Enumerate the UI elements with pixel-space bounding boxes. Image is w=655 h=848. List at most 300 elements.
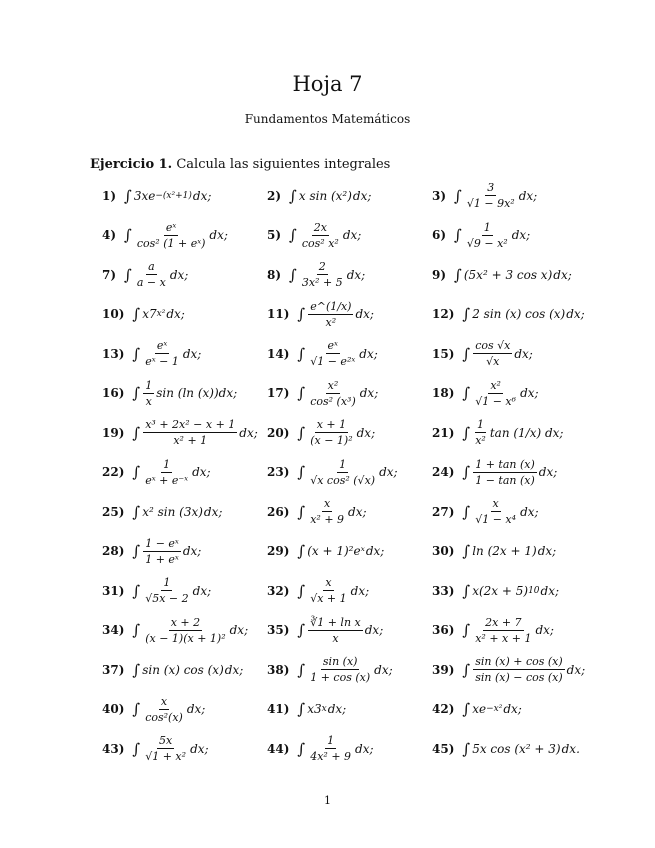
differential: dx; — [518, 188, 538, 203]
page-title: Hoja 7 — [292, 72, 363, 96]
integral-item — [102, 418, 267, 447]
fraction — [473, 339, 512, 368]
integral-sign: ∫ — [462, 502, 471, 521]
fraction — [143, 379, 154, 408]
differential: dx; — [535, 623, 554, 638]
integral-item — [267, 379, 432, 408]
differential: dx; — [514, 346, 533, 361]
integral-sign: ∫ — [124, 226, 132, 245]
integrand — [472, 544, 556, 558]
item-number: 14) — [267, 346, 290, 361]
fraction-denominator: √x — [486, 355, 500, 369]
differential: dx; — [327, 702, 347, 717]
integral-sign: ∫ — [132, 305, 141, 324]
fraction-numerator: 1 + tan (x) — [475, 457, 535, 471]
integrand-text: x² sin (3x) — [142, 504, 203, 519]
integral-item — [432, 542, 597, 560]
fraction-numerator: 1 — [339, 457, 347, 471]
integrand-text: x sin (x²) — [298, 188, 352, 203]
integrand — [472, 655, 585, 684]
integral-item — [432, 379, 597, 408]
integral-sign: ∫ — [454, 226, 462, 245]
fraction-denominator: √1 − e²ˣ — [310, 355, 356, 369]
integrand — [464, 268, 572, 282]
integral-row — [102, 571, 602, 611]
fraction-numerator: x — [324, 497, 331, 511]
fraction-numerator: x — [325, 576, 332, 590]
integral-sign: ∫ — [462, 621, 471, 640]
fraction-denominator: x² + 1 — [173, 434, 208, 448]
exercise-heading — [90, 157, 390, 172]
item-number: 17) — [267, 386, 290, 401]
fraction — [308, 655, 372, 684]
integral-item — [102, 260, 267, 289]
integral-sign: ∫ — [462, 739, 471, 758]
integral-item — [267, 655, 432, 684]
integral-sign: ∫ — [297, 660, 306, 679]
integral-item — [102, 661, 267, 679]
fraction-numerator: 1 — [477, 418, 485, 432]
item-number: 45) — [432, 741, 455, 756]
item-number: 19) — [102, 425, 125, 440]
integrand — [472, 742, 580, 756]
differential: dx; — [364, 623, 384, 638]
integral-sign: ∫ — [462, 463, 471, 482]
fraction-numerator: 5x — [159, 734, 173, 748]
integral-sign: ∫ — [289, 265, 297, 284]
fraction — [300, 221, 341, 250]
integrand — [307, 576, 369, 605]
item-number: 18) — [432, 386, 455, 401]
fraction-numerator: x — [160, 694, 168, 708]
integral-sign: ∫ — [132, 660, 141, 679]
integral-sign: ∫ — [297, 384, 306, 403]
integrand — [142, 458, 210, 487]
differential: dx; — [379, 465, 398, 480]
integrand-text: x3 — [307, 702, 322, 717]
fraction-denominator: 1 + eˣ — [145, 552, 179, 566]
integral-row — [102, 729, 602, 769]
fraction-denominator: 1 + cos (x) — [310, 671, 371, 685]
integral-item — [102, 503, 267, 521]
integral-sign: ∫ — [297, 502, 306, 521]
integral-item — [102, 339, 267, 368]
fraction-denominator: √1 + x² — [145, 750, 187, 764]
item-number: 5) — [267, 228, 282, 243]
differential: dx; — [192, 583, 212, 598]
differential: dx; — [356, 425, 376, 440]
integrand-text: (5x² + 3 cos x) — [463, 267, 553, 282]
fraction — [308, 418, 354, 447]
item-number: 13) — [102, 346, 125, 361]
integrand-exponent: 10 — [528, 585, 540, 596]
differential: dx; — [538, 465, 558, 480]
fraction-numerator: cos √x — [475, 339, 511, 353]
integrand — [472, 584, 559, 598]
integral-item — [432, 700, 597, 718]
integrand — [307, 702, 346, 716]
item-number: 11) — [267, 307, 290, 322]
fraction — [308, 300, 353, 329]
integrand — [307, 616, 383, 645]
fraction-numerator: 2 — [318, 260, 326, 274]
integrand — [307, 379, 378, 408]
integrand — [142, 663, 243, 677]
item-number: 7) — [102, 267, 117, 282]
integrand — [472, 379, 538, 408]
differential: dx; — [190, 741, 209, 756]
fraction — [143, 418, 237, 447]
integral-item — [102, 187, 267, 205]
fraction-denominator: √1 − x⁶ — [475, 394, 517, 408]
fraction — [308, 576, 348, 605]
fraction — [473, 418, 488, 447]
item-number: 8) — [267, 267, 282, 282]
integrand-exponent: x² — [156, 309, 166, 320]
item-number: 9) — [432, 267, 447, 282]
integrand — [134, 221, 228, 250]
integral-item — [267, 221, 432, 250]
integral-item — [432, 305, 597, 323]
integrand — [142, 505, 222, 519]
integral-item — [102, 576, 267, 605]
differential: dx; — [566, 662, 586, 677]
integrand — [307, 734, 373, 763]
fraction — [473, 379, 518, 408]
fraction-denominator: x² + x + 1 — [475, 631, 532, 645]
differential: dx; — [203, 504, 223, 519]
fraction — [308, 497, 346, 526]
fraction-denominator: (x − 1)(x + 1)² — [145, 631, 226, 645]
integral-sign: ∫ — [297, 423, 306, 442]
fraction-numerator: 1 − eˣ — [145, 536, 179, 550]
integral-sign: ∫ — [297, 700, 306, 719]
integral-item — [267, 187, 432, 205]
integrand-exponent: −x² — [486, 704, 503, 715]
fraction-denominator: x² — [325, 315, 337, 329]
integral-item — [267, 497, 432, 526]
integrand — [307, 458, 397, 487]
differential: dx; — [166, 307, 185, 322]
integral-row — [102, 611, 602, 651]
fraction — [308, 616, 363, 645]
fraction-numerator: eˣ — [156, 339, 168, 353]
fraction-numerator: 1 — [483, 220, 491, 234]
exercise-text: Calcula las siguientes integrales — [176, 157, 391, 172]
integral-row — [102, 216, 602, 256]
integral-item — [432, 418, 597, 447]
page-number: 1 — [324, 794, 331, 807]
differential: dx; — [355, 307, 374, 322]
fraction-denominator: √x cos² (√x) — [310, 473, 376, 487]
integrand — [307, 339, 378, 368]
integral-sign: ∫ — [462, 542, 471, 561]
integral-sign: ∫ — [462, 581, 471, 600]
fraction — [143, 734, 188, 763]
integral-row — [102, 413, 602, 453]
integral-row — [102, 334, 602, 374]
fraction-denominator: cos² (x³) — [310, 394, 356, 408]
differential: dx; — [342, 228, 362, 243]
integral-sign: ∫ — [454, 265, 462, 284]
integral-item — [102, 734, 267, 763]
integral-item — [102, 221, 267, 250]
integrand — [134, 260, 188, 289]
item-number: 10) — [102, 307, 125, 322]
integral-sign: ∫ — [132, 502, 141, 521]
item-number: 29) — [267, 544, 290, 559]
integrand — [142, 576, 211, 605]
integrand — [142, 379, 237, 408]
item-number: 4) — [102, 228, 117, 243]
differential: dx; — [352, 188, 372, 203]
integral-row — [102, 176, 602, 216]
integral-item — [267, 458, 432, 487]
integrand — [142, 734, 208, 763]
integral-item — [432, 582, 597, 600]
integrand-text: x7 — [142, 307, 157, 322]
item-number: 38) — [267, 662, 290, 677]
integral-item — [102, 537, 267, 566]
fraction — [135, 260, 168, 289]
fraction — [300, 260, 345, 289]
fraction-numerator: x² — [327, 378, 339, 392]
differential: dx; — [355, 741, 374, 756]
fraction — [143, 458, 190, 487]
fraction-denominator: 1 − tan (x) — [475, 473, 535, 487]
fraction — [473, 655, 564, 684]
item-number: 32) — [267, 583, 290, 598]
fraction — [308, 379, 358, 408]
integral-item — [267, 734, 432, 763]
fraction-numerator: 2x — [313, 220, 327, 234]
differential: dx; — [229, 623, 249, 638]
fraction-denominator: (x − 1)² — [310, 434, 353, 448]
integrand-exponent: x — [321, 704, 327, 715]
item-number: 30) — [432, 544, 455, 559]
integral-sign: ∫ — [124, 265, 132, 284]
integrand — [142, 307, 185, 321]
item-number: 37) — [102, 662, 125, 677]
integrand — [464, 221, 530, 250]
integral-sign: ∫ — [297, 581, 306, 600]
integrand-text: 2 sin (x) cos (x) — [472, 307, 566, 322]
integrand-text: x(2x + 5) — [472, 583, 529, 598]
item-number: 24) — [432, 465, 455, 480]
integral-row — [102, 374, 602, 414]
integrand — [299, 189, 372, 203]
differential: dx. — [561, 741, 580, 756]
differential: dx; — [348, 504, 367, 519]
integral-item — [267, 300, 432, 329]
fraction-denominator: 3x² + 5 — [301, 276, 343, 290]
differential: dx; — [365, 544, 385, 559]
fraction-denominator: cos² x² — [301, 236, 339, 250]
fraction-numerator: ∛1 + ln x — [310, 615, 361, 629]
integral-sign: ∫ — [132, 581, 141, 600]
integral-sign: ∫ — [124, 186, 132, 205]
item-number: 26) — [267, 504, 290, 519]
integral-sign: ∫ — [132, 621, 141, 640]
item-number: 28) — [102, 544, 125, 559]
fraction-numerator: eˣ — [165, 220, 177, 234]
integral-sign: ∫ — [297, 621, 306, 640]
integral-row — [102, 650, 602, 690]
item-number: 31) — [102, 583, 125, 598]
fraction-numerator: 1 — [163, 457, 171, 471]
integrand — [142, 339, 201, 368]
integrand — [307, 418, 375, 447]
fraction — [473, 616, 533, 645]
integral-item — [432, 181, 597, 210]
integrand — [142, 616, 248, 645]
integral-sign: ∫ — [462, 660, 471, 679]
fraction-denominator: √x + 1 — [310, 592, 347, 606]
item-number: 35) — [267, 623, 290, 638]
integral-sign: ∫ — [132, 344, 141, 363]
integrand — [307, 544, 384, 558]
fraction — [465, 181, 517, 210]
differential: dx; — [359, 346, 378, 361]
differential: tan (1/x) dx; — [489, 425, 564, 440]
exercise-label: Ejercicio 1. — [90, 157, 173, 172]
integrand — [142, 695, 205, 724]
fraction — [143, 576, 190, 605]
differential: sin (ln (x))dx; — [156, 386, 238, 401]
differential: dx; — [346, 267, 366, 282]
integral-item — [267, 542, 432, 560]
integral-row — [102, 295, 602, 335]
integrand — [472, 702, 522, 716]
fraction-numerator: 3 — [487, 181, 495, 195]
integrand — [142, 537, 201, 566]
differential: dx; — [192, 465, 211, 480]
fraction-numerator: e^(1/x) — [310, 299, 352, 313]
integral-item — [432, 339, 597, 368]
differential: dx; — [186, 702, 206, 717]
integral-row — [102, 453, 602, 493]
integral-item — [432, 740, 597, 758]
integral-item — [267, 700, 432, 718]
integral-sign: ∫ — [289, 186, 297, 205]
fraction-denominator: eˣ + e⁻ˣ — [145, 473, 189, 487]
fraction-denominator: √5x − 2 — [145, 592, 189, 606]
integrand — [142, 418, 258, 447]
fraction-numerator: eˣ — [327, 339, 338, 353]
integral-sign: ∫ — [297, 739, 306, 758]
integrand — [307, 300, 374, 329]
integral-row — [102, 255, 602, 295]
item-number: 43) — [102, 741, 125, 756]
integrand-text: 3xe — [133, 188, 156, 203]
fraction — [143, 339, 181, 368]
integrand — [299, 260, 365, 289]
fraction — [143, 616, 227, 645]
fraction-numerator: 1 — [145, 378, 153, 392]
differential: dx; — [359, 386, 379, 401]
integrals-grid — [102, 176, 602, 769]
integral-sign: ∫ — [454, 186, 462, 205]
integrand — [299, 221, 361, 250]
integrand-text: ln (2x + 1) — [472, 544, 537, 559]
differential: dx; — [350, 583, 370, 598]
fraction — [135, 221, 208, 250]
fraction-denominator: x² + 9 — [310, 513, 345, 527]
integral-item — [102, 616, 267, 645]
integral-item — [267, 260, 432, 289]
fraction-numerator: 1 — [327, 734, 335, 748]
differential: dx; — [192, 188, 212, 203]
integral-sign: ∫ — [132, 739, 141, 758]
item-number: 34) — [102, 623, 125, 638]
integrand — [307, 497, 366, 526]
integrand — [472, 339, 533, 368]
item-number: 12) — [432, 307, 455, 322]
fraction-denominator: eˣ − 1 — [145, 355, 179, 369]
item-number: 27) — [432, 504, 455, 519]
item-number: 42) — [432, 702, 455, 717]
integral-sign: ∫ — [132, 384, 141, 403]
integrand — [472, 458, 557, 487]
fraction-denominator: 4x² + 9 — [310, 750, 352, 764]
fraction-numerator: x — [492, 497, 499, 511]
integral-item — [432, 616, 597, 645]
integral-row — [102, 690, 602, 730]
integral-sign: ∫ — [462, 344, 471, 363]
item-number: 3) — [432, 188, 447, 203]
integral-row — [102, 492, 602, 532]
fraction-denominator: cos² (1 + eˣ) — [136, 236, 206, 250]
item-number: 21) — [432, 425, 455, 440]
fraction — [308, 734, 353, 763]
item-number: 39) — [432, 662, 455, 677]
integral-sign: ∫ — [132, 700, 141, 719]
integral-sign: ∫ — [132, 423, 141, 442]
fraction-denominator: √1 − 9x² — [466, 197, 515, 211]
fraction — [308, 339, 357, 368]
integral-item — [102, 305, 267, 323]
fraction — [143, 695, 185, 724]
integral-sign: ∫ — [289, 226, 297, 245]
integral-item — [102, 695, 267, 724]
item-number: 22) — [102, 465, 125, 480]
integrand-text: xe — [472, 702, 487, 717]
integrand — [472, 497, 538, 526]
fraction — [473, 458, 537, 487]
differential: dx; — [520, 386, 539, 401]
integrand — [134, 189, 212, 203]
item-number: 20) — [267, 425, 290, 440]
integral-sign: ∫ — [132, 463, 141, 482]
differential: dx; — [169, 267, 189, 282]
fraction-denominator: cos²(x) — [145, 710, 183, 724]
item-number: 23) — [267, 465, 290, 480]
differential: dx; — [374, 662, 393, 677]
fraction-numerator: x + 1 — [316, 418, 347, 432]
differential: dx; — [537, 544, 557, 559]
fraction-numerator: 2x + 7 — [485, 615, 522, 629]
differential: dx; — [503, 702, 522, 717]
integral-sign: ∫ — [462, 384, 471, 403]
fraction — [473, 497, 518, 526]
integral-sign: ∫ — [462, 305, 471, 324]
integrand-text: sin (x) cos (x) — [142, 662, 224, 677]
item-number: 36) — [432, 623, 455, 638]
fraction-numerator: 1 — [163, 576, 171, 590]
integral-item — [432, 221, 597, 250]
item-number: 16) — [102, 386, 125, 401]
differential: dx; — [224, 662, 244, 677]
